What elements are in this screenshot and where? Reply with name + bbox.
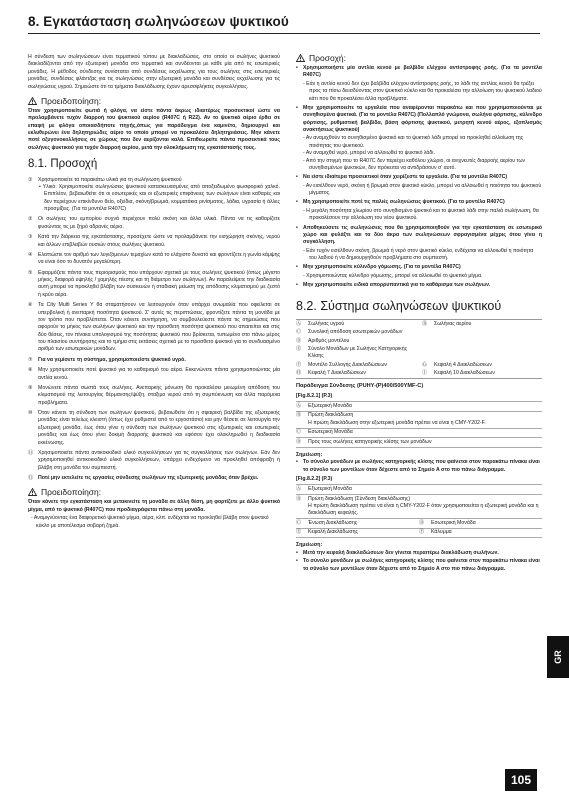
item-text-main: Εφαρμόζετε πάντα τους περιορισμούς που υπάρχουν σχετικά με τους σωλήνες ψυκτικού (όπως μέγιστο μήκος, διαφορά υψηλής / χαμηλής πίεσης και τη διάμετρο των σωλήνων). Αν παραλείψετε την διαδικασία αυτή μπορεί να προκληθεί βλάβη των συσκευών ή σταδιακή μείωση της απόδοσης κλιματισμού με ζεστό ή κρύο αέρα. — [38, 269, 280, 298]
item-text-main: Χρησιμοποιείτε τα παρακάτω υλικά για τη σωλήνωση ψυκτικού — [38, 176, 182, 183]
note-heading-2: Σημείωση: — [296, 542, 323, 549]
caution-bullet — [296, 225, 542, 247]
warning-triangle-icon — [28, 488, 37, 496]
precaution-list — [28, 177, 280, 483]
legend-letter — [422, 346, 434, 361]
caution-dash-item: - Εάν η αντλία κενού δεν έχει βαλβίδα ελέγχου αντίστροφης ροής, το λάδι της αντλίας κενού θα τρέξει προς τα πίσω διεισδύοντας στον ψυκτικό κύκλο και θα προκαλέσει την αλλοίωση του ψυκτικού λαδιού κάτι που θα προκαλέσει άλλα προβλήματα. — [303, 80, 542, 102]
figure-row — [296, 437, 542, 448]
caution-dash-item: - Χρησιμοποιώντας κύλινδρο γόμωσης, μπορεί να αλλοιωθεί το ψυκτικό μίγμα. — [303, 272, 483, 279]
figure-text: Πρώτη διακλάδωση (Σύνδεση διακλάδωσης) Η πρώτη διακλάδωση πρέπει να είναι η CMY-Y202-F όταν χρησιμοποιείται η εξωτερική μονάδα και η διακλάδωση κεφαλής. — [308, 495, 539, 517]
caution-dash-item: - Αν αναμιχθούν το συνηθισμένο ψυκτικό και το ψυκτικό λάδι μπορεί να προκληθεί αλλοίωση της ποιότητας του ψυκτικού. — [303, 135, 524, 149]
figure-text: Κάλυμμα — [431, 529, 452, 536]
precaution-item — [28, 270, 280, 300]
warning-dash-2: - Αναμιγνύοντας ένα διαφορετικό ψυκτικό μίγμα, αέρα, κλπ. ενδέχεται να προκληθεί βλάβη στον ψυκτικό κύκλο με αποτέλεσμα σοβαρή ζημιά. — [31, 515, 269, 529]
item-number: ① — [28, 176, 33, 183]
caution-bullet-text: Μη χρησιμοποιείτε ποτέ τις παλιές σωληνώσεις ψυκτικού. (Για τα μοντέλα R407C) — [303, 199, 505, 206]
warning-title: Προειδοποίηση: — [41, 95, 102, 106]
precaution-item — [28, 410, 280, 447]
language-tab-label: GR — [553, 650, 563, 664]
item-text-main: Ελαττώστε τον αριθμό των λυγιζόμενων τεμαχίων κατά το ελάχιστο δυνατό και φροντίζετε η γωνία κάμψης να είναι όσο το δυνατόν μεγαλύτερη. — [38, 251, 280, 266]
figure-2-table — [296, 484, 542, 538]
caution-dash-item: - Η μεγάλη ποσότητα χλωρίου στο συνηθισμένο ψυκτικό και το ψυκτικό λάδι στην παλιά σωλήνωση, θα προκαλέσουν την αλλοίωση του νέου ψυκτικού. — [303, 207, 539, 222]
bullet-dot: • — [296, 558, 298, 565]
legend-item — [296, 337, 416, 345]
legend-text: Συνολική απόδοση εσωτερικών μονάδων — [308, 329, 403, 336]
precaution-item — [28, 450, 280, 472]
item-number: ⑥ — [28, 302, 33, 309]
item-text — [38, 270, 280, 300]
bullet-dot: • — [296, 224, 298, 231]
legend-item — [296, 345, 416, 361]
legend-text: Κεφαλή 7 Διακλαδώσεων — [308, 370, 366, 377]
warning-heading-2 — [28, 486, 280, 498]
item-text-main: Τα City Multi Series Y θα σταματήσουν να λειτουργούν όταν υπάρχει ανωμαλία που οφείλεται σε υπερβολική ή ανεπαρκή ποσότητα ψυκτικού. Σ' αυτές τις περιπτώσεις, φροντίζετε πάντα τη μονάδα με τον τρόπο που προβλέπεται. Όταν κάνετε συντήρηση, να συμβουλεύεστε πάντα τις σημειώσεις που αφορούν το μήκος των σωλήνων ψυκτικού και την προσθετη ποσότητα ψυκτικού που απαιτείται και στις δύο θέσεις, τον πίνακα υπολογισμού της ποσότητας ψυκτικού που βρίσκεται, τυπωμένο στο πάνω μέρος του πλαισίου συντήρησης και το τμήμα στις εκτάσεις σχετικά με το προσθετο ψυκτικό για το συνδυασμένο αριθμό των εσωτερικών μονάδων. — [38, 302, 280, 353]
precaution-item — [28, 385, 280, 407]
item-number: ⑧ — [28, 367, 33, 374]
caution-bullet — [296, 105, 542, 135]
caution-dash-item: - Από την στιγμή που το R407C δεν περιέχει καθόλου χλώριο, οι ανιχνευτές διαρροής αερίου των συνηθισμένων ψυκτικών, δεν πρόκειται να αντιδράσουν σ' αυτό. — [303, 157, 526, 171]
warning-text-2: Όταν κάνετε την εγκατάσταση και μετακινείτε τη μονάδα σε άλλη θέση, μη φορτίζετε με άλλο ψυκτικό μίγμα, από το ψυκτικό (R407C) που προδιαγράφεται πάνω στη μονάδα. — [28, 499, 280, 513]
figure-text: Εξωτερική Μονάδα — [308, 402, 352, 409]
warning-text: Όταν χρησιμοποιείτε φωτιά ή φλόγα, να είστε πάντα άκρως ιδιαιτέρως προσεκτικοί ώστε να προλαμβάνετε τυχόν διαρροή του ψυκτικού αερίου (R407C ή R22). Αν το ψυκτικό αέριο έρθει σε επαφή με φλόγα οποιασδήποτε πηγής,όπως για παράδειγμα ένα καμινέτο, δημιουργεί και εκλυθερώνει ένα δηλητηριώδες αέριο το οποίο μπορεί να προκαλέσει δηλητηριάσεις. Μην κάνετε ποτέ οξυγονοκολλήσεις σε χώρους που δεν αερίζονται καλά. Επιθεωρείτε πάντα προσεκτικά τους σωλήνες ψυκτικού για τυχόν διαρροή αερίου, μετά την ολοκλήρωση της εγκατάστασής τους. — [28, 107, 280, 151]
figure-letter: Ⓒ — [296, 429, 302, 436]
caution-bullet — [296, 65, 542, 80]
figure-text: Ένωση Διακλάδωσης — [308, 519, 358, 526]
caution-dash-item: - Αν εισέλθουν νερό, σκόνη ή βρωμιά στον ψυκτικό κύκλο, μπορεί να αλλοιωθεί η ποιότητα του ψυκτικού μίγματος. — [303, 182, 542, 197]
item-text — [38, 177, 280, 214]
note-list-2 — [296, 550, 542, 573]
legend-letter: Ⓒ — [296, 329, 302, 336]
item-number: ⑪ — [28, 449, 34, 456]
legend-item — [422, 337, 542, 345]
figure-letter: Ⓐ — [296, 485, 302, 492]
bullet-dot: • — [296, 104, 298, 111]
caution-bullet — [296, 264, 542, 271]
note-bullet — [296, 459, 542, 474]
warning-triangle-icon — [28, 97, 37, 105]
legend-letter: Ⓖ — [422, 361, 428, 368]
legend-letter: Ⓓ — [296, 337, 302, 344]
legend-item — [422, 320, 542, 328]
item-number: ⑨ — [28, 384, 33, 391]
legend-item — [422, 361, 542, 369]
caution-triangle-icon — [296, 54, 305, 62]
legend-text: Αριθμός μοντέλου — [308, 337, 350, 344]
item-text — [38, 410, 280, 447]
item-number: ④ — [28, 251, 33, 258]
caution-bullet-text: Να είστε ιδιαίτερα προσεκτικοί όταν χειρίζεστε τα εργαλεία. (Για τα μοντέλα R407C) — [303, 174, 508, 181]
precaution-item — [28, 367, 280, 382]
figure-letter: Ⓔ — [296, 529, 302, 536]
caution-bullet-text: Μην χρησιμοποιείτε ειδικά απορρυπαντικά για το καθάρισμα των σωλήνων. — [303, 282, 491, 289]
page-number: 105 — [505, 769, 537, 791]
language-tab — [547, 636, 569, 678]
legend-item — [422, 329, 542, 337]
caution-sub-list — [296, 248, 542, 263]
item-number: ⑤ — [28, 269, 33, 276]
bullet-dot: • — [296, 282, 298, 289]
item-number: ⑫ — [28, 475, 34, 482]
caution-bullet-text: Χρησιμοποιήστε μία αντλία κενού με βαλβίδα ελέγχου αντίστροφης ροής. (Για τα μοντέλα R407C) — [303, 65, 542, 79]
figure-letter: Ⓓ — [419, 519, 425, 526]
page-title: 8. Εγκατάσταση σωληνώσεων ψυκτικού — [28, 14, 540, 34]
item-text-main: Οι σωλήνες του εμπορίου συχνά περιέχουν πολύ σκόνη και άλλα υλικά. Πάντα να τις καθαρίζετε φυσώντας τις με ξηρό αδρανές αέριο. — [38, 216, 280, 230]
note-bullet — [296, 558, 542, 573]
figure-label-2: [Fig.8.2.2] (P.3) — [296, 476, 333, 482]
caution-sub-list — [296, 208, 542, 223]
item-text — [38, 367, 280, 382]
example-heading: Παράδειγμα Σύνδεσης (PUHY-(P)400/500YMF-C) — [296, 382, 424, 389]
figure-letter: Ⓕ — [419, 529, 425, 536]
figure-row — [296, 411, 542, 428]
legend-text: Κεφαλή 4 Διακλαδώσεων — [434, 361, 492, 368]
figure-pair — [419, 520, 542, 527]
legend-letter: Ⓗ — [296, 370, 302, 377]
legend-letter: Ⓐ — [296, 320, 302, 327]
item-text — [38, 385, 280, 407]
legend-letter: Ⓘ — [422, 370, 428, 377]
caution-bullet-text: Αποθηκεύσετε τις σωληνώσεις που θα χρησιμοποιηθούν για την εγκατάσταση σε εσωτερικό χώρο και φυλάξτε και τα δύο άκρα των σωληνώσεων σφραγισμένα μέχρις ότου γίνει η συγκόλληση. — [303, 224, 542, 246]
bullet-dot: • — [296, 174, 298, 181]
item-text-main: Κατά την διάρκεια της εγκατάστασης, προσέχετε ώστε να προλαμβάνετε την εισχώρηση σκόνης, νερού και άλλων επιβλαβών ουσιών στους σωλήνες ψυκτικού. — [38, 234, 280, 248]
caution-dash-item: - Αν αναμιχθεί νερό, μπορεί να αλλοιωθεί το ψυκτικό λάδι. — [303, 150, 435, 157]
caution-sub-list — [296, 135, 542, 172]
right-column — [296, 54, 542, 574]
figure-text: Εσωτερική Μονάδα — [308, 429, 353, 436]
legend-table — [296, 319, 542, 379]
precaution-item — [28, 234, 280, 249]
item-number: ⑩ — [28, 410, 33, 417]
figure-text: Κεφαλή Διακλάδωσης — [308, 529, 359, 536]
item-number: ⑦ — [28, 356, 33, 363]
item-text — [38, 450, 280, 472]
warning-heading — [28, 95, 280, 107]
bullet-dot: • — [296, 459, 298, 466]
item-number: ② — [28, 216, 33, 223]
section-heading-8-1: 8.1. Προσοχή — [28, 158, 98, 171]
bullet-dot: • — [296, 549, 298, 556]
note-text: Μετά την κεφαλή διακλαδώσεων δεν γίνεται περαιτέρω διακλάδωση σωλήνων. — [303, 549, 499, 556]
item-text — [38, 216, 280, 231]
figure-letter: Ⓓ — [296, 438, 302, 445]
figure-pair — [419, 529, 542, 536]
figure-text: Πρώτη διακλάδωση Η πρώτη διακλάδωση στην εξωτερική μονάδα πρέπει να είναι η CMY-Y202-F. — [308, 412, 486, 426]
bullet-dot: • — [296, 264, 298, 271]
bullet-dot: • — [296, 199, 298, 206]
figure-text: Προς τους σωλήνες κατηγορικής κλίσης των μονάδων — [308, 438, 432, 445]
item-text — [38, 234, 280, 249]
figure-text: Εξωτερική Μονάδα — [308, 485, 352, 492]
intro-paragraph: Η σύνδεση των σωληνώσεων είναι τερματικού τύπου με διακλαδώσεις, στο οποίο οι σωλήνες ψυκτικού διακλαδίζονται από την εξωτερική μονάδα στο τερματικό και συνδέονται με κάθε μία από τις εσωτερικές μονάδες. Η μέθοδος σύνδεσης συνίσταται από συνδέσεις εκχείλωσης για τους σωλήνες στις εσωτερικές μονάδες, συνδέσεις φλάντζας για τις σωληνώσεις στην εξωτερική μονάδα και συνδέσεις εκχείλωσης για τις σωληνώσεις υγρού. Σημειώστε ότι τα τμήματα διακλάδωσης έχουν αρεσσφλήκτες συγκολλήσεις. — [28, 54, 280, 90]
item-text-main: Όταν κάνετε τη σύνδεση των σωλήνων ψυκτικού, βεβαιωθείτε ότι η σφαιρική βαλβίδα της εξωτερικής μονάδας είναι τελείως κλειστή (όπως έχει ρυθμιστεί από το εργοστάσιο) και μην θέσετε σε λειτουργία την εξωτερική μονάδα, έως ότου γίνει η σύνδεση των σωλήνων ψυκτικού στις εξωτερικές και εσωτερικές μονάδες και έως ότου γίνει δοκιμή διαρροής ψυκτικού και εφόσον έχει ολοκληρωθεί η διαδικασία εκκένωσης. — [38, 410, 280, 446]
figure-label-1: [Fig.8.2.1] (P.3) — [296, 392, 333, 399]
legend-letter: Ⓕ — [296, 361, 302, 368]
legend-letter — [422, 338, 434, 345]
note-heading-1: Σημείωση: — [296, 451, 323, 458]
item-text-main: Ποτέ μην εκτελείτε τις εργασίες σύνδεσης σωλήνων της εξωτερικής μονάδας όταν βρέχει. — [38, 475, 259, 482]
caution-heading — [296, 52, 542, 64]
caution-bullet — [296, 282, 542, 289]
legend-item — [422, 370, 542, 378]
figure-row — [296, 518, 542, 528]
caution-bullet-text: Μην χρησιμοποιείτε κύλινδρο γόμωσης. (Για τα μοντέλα R407C) — [303, 264, 461, 271]
legend-item — [296, 370, 416, 378]
legend-letter — [422, 329, 434, 336]
item-text — [38, 357, 280, 364]
figure-letter: Ⓒ — [296, 519, 302, 526]
precaution-item — [28, 216, 280, 231]
note-list-1 — [296, 459, 542, 474]
legend-text: Μοντέλο Συλλογής Διακλαδώσεων — [308, 361, 387, 368]
figure-letter: Ⓑ — [296, 495, 302, 502]
bullet-dot: • — [296, 65, 298, 72]
item-text-main: Μονώνετε πάντα σωστά τους σωλήνες. Ανεπαρκής μόνωση θα προκαλέσει μειωμένη απόδοση του κλιματισμού της λειτουργίας θέρμανσης/ψύξη, σταξιμο νερού από τη συμπύκνωση και άλλα παρόμοια προβλήματα. — [38, 384, 280, 406]
item-text-main: Για να γεμίσετε τη σύστημα, χρησιμοποιείστε ψυκτικό υγρό. — [38, 356, 186, 363]
legend-item — [296, 320, 416, 328]
section-heading-8-2: 8.2. Σύστημα σωληνώσεων ψυκτικού — [296, 298, 502, 313]
figure-letter: Ⓑ — [296, 412, 302, 419]
caution-sub-list — [296, 273, 542, 280]
item-text-main: Μην χρησιμοποιείτε ποτέ ψυκτικό για το καθαρισμό του αέρα. Εκκενώνετε πάντα χρησιμοποιώντας μία αντλία κενού. — [38, 367, 280, 381]
item-text-main: Χρησιμοποιείτε πάντα αντικοκκιδικό υλικό συγκολλήσεων για τις συγκολλήσεις των σωλήνων. Εάν δεν χρησιμοποιηθεί αντικοκκιδικό υλικό συγκολλήσεων, υπάρχει ενδεχόμενο να προκληθεί απόφραξη ή βλάβη στη μονάδα του συμπιεστή. — [38, 449, 280, 471]
figure-pair — [296, 529, 419, 536]
caution-list — [296, 65, 542, 290]
figure-row — [296, 428, 542, 438]
caution-bullet-text: Μην χρησιμοποιείτε τα εργαλεία που αναφέρονται παρακάτω και που χρησιμοποιούνται με συνηθισμένα ψυκτικά. (Για τα μοντέλα R407C) (Πολλαπλό γνώμονα, σωλήνα φόρτισης, κύλινδρο φόρτισης, ρυθμιστική βαλβίδα, βάση φόρτισης ψυκτικού, μετρητή κενού αέρος, εξοπλισμός ανακτήσεως ψυκτικού) — [303, 104, 542, 134]
precaution-item — [28, 302, 280, 354]
item-text — [38, 475, 280, 482]
figure-text: Εσωτερική Μονάδα — [431, 519, 476, 526]
legend-text: Κεφαλή 10 Διακλαδώσεων — [434, 370, 495, 377]
figure-row — [296, 401, 542, 411]
caution-bullet — [296, 174, 542, 181]
left-column — [28, 54, 280, 530]
warning-title-2: Προειδοποίηση: — [41, 487, 102, 498]
precaution-item — [28, 252, 280, 267]
legend-item — [296, 361, 416, 369]
figure-row — [296, 484, 542, 494]
precaution-item — [28, 177, 280, 214]
legend-text: Σύνολο Μονάδων με Σωλήνες Κατηγορικής Κλίσης — [308, 345, 408, 360]
figure-1-table — [296, 401, 542, 448]
legend-item — [296, 329, 416, 337]
legend-letter: Ⓔ — [296, 345, 302, 352]
figure-row — [296, 528, 542, 539]
figure-pair — [296, 520, 419, 527]
caution-title: Προσοχή: — [309, 53, 346, 63]
legend-letter: Ⓑ — [422, 320, 428, 327]
precaution-item — [28, 357, 280, 364]
note-text: Το σύνολο μονάδων με σωλήνες κατηγορικής κλίσης που φαίνεται στον παρακάτω πίνακα είναι το σύνολο των μοντέλων όταν δέχεστε από το Σημείο A στο πιο πάνω διάγραμμα. — [303, 459, 540, 473]
item-text — [38, 302, 280, 354]
legend-text: Σωλήνας υγρού — [308, 320, 345, 327]
note-text: Το σύνολο μονάδων με σωλήνες κατηγορικής κλίσης που φαίνεται στον παρακάτω πίνακα είναι το σύνολο των μοντέλων όταν δέχεστε από το Σημείο A στο πιο πάνω διάγραμμα. — [303, 558, 540, 572]
figure-letter: Ⓐ — [296, 402, 302, 409]
note-bullet — [296, 550, 542, 557]
caution-bullet — [296, 199, 542, 206]
item-number: ③ — [28, 234, 33, 241]
figure-row — [296, 494, 542, 518]
legend-item — [422, 345, 542, 361]
caution-dash-item: - Εάν τυχόν εισέλθουν σκόνη, βρωμιά ή νερό στον ψυκτικό κύκλο, ενδέχεται να αλλοιωθεί η ποιότητα του λαδιού ή να δημιουργηθούν προβλήματα στο συμπιεστή. — [303, 247, 534, 262]
caution-sub-list — [296, 183, 542, 198]
precaution-item — [28, 475, 280, 482]
legend-text: Σωλήνας αερίου — [434, 320, 472, 327]
item-text — [38, 252, 280, 267]
caution-sub-list — [296, 81, 542, 103]
item-sub-bullet: • Υλικό: Χρησιμοποιείτε σωληνώσεις ψυκτικού κατασκευασμένες από αποξειδωμένο φωσφορικό χαλκό. Επιπλέον, βεβαιωθείτε ότι οι εσωτερικές και οι εξωτερικές επιφάνειες των σωλήνων είναι καθαρές και δεν περιέχουν επικίνδυνο θείο, οξείδια, σκόνη/βρωμιά, κομματάκια ρινίσματος, λάδια, υγρασία ή άλλες προσμίξεις. (Για τα μοντέλα R407C) — [39, 183, 280, 213]
